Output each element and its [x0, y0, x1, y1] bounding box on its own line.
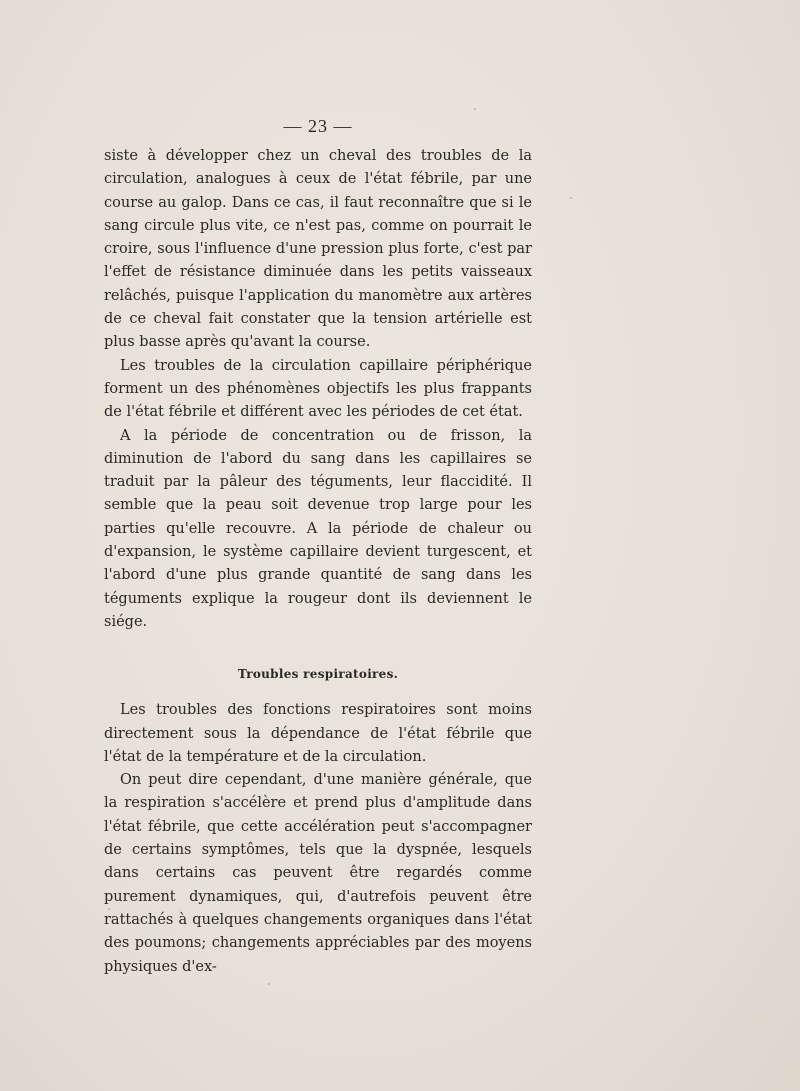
- paper-speck: [108, 908, 110, 910]
- paragraph-capillary-troubles: Les troubles de la circulation capillaire périphérique forment un des phénomènes objectifs les plus frappants de l'état fébrile et différent avec les périodes de cet état.: [104, 357, 532, 421]
- paragraph-respiration-acceleration: On peut dire cependant, d'une manière générale, que la respiration s'accélère et prend plus d'amplitude dans l'état fébrile, que cette accélération peut s'accompagner de certains symptômes, tels que la dyspnée, lesquels dans certains cas peuvent être regardés comme purement dynamiques, qui, d'autrefois peuvent être rattachés à quelques changements organiques dans l'état des poumons; changements appréciables par des moyens physiques d'ex-: [104, 772, 532, 975]
- page-body: [104, 114, 532, 979]
- paper-speck: [474, 108, 476, 110]
- paper-speck: [268, 983, 270, 985]
- paragraph-respiratory-functions: Les troubles des fonctions respiratoires sont moins directement sous la dépendance de l'état fébrile que l'état de la température et de la circulation.: [104, 702, 532, 765]
- paragraph-periods: A la période de concentration ou de frisson, la diminution de l'abord du sang dans les capillaires se traduit par la pâleur des téguments, leur flaccidité. Il semble que la peau soit devenue trop large pour les parties qu'elle recouvre. A la période de chaleur ou d'expansion, le système capillaire devient turgescent, et l'abord d'une plus grande quantité de sang dans les téguments explique la rougeur dont ils deviennent le siége.: [104, 427, 532, 630]
- section-heading: Troubles respiratoires.: [237, 667, 399, 682]
- paper-speck: [570, 197, 572, 199]
- page-number: — 23 —: [283, 116, 353, 136]
- paragraph-circulation-course: siste à développer chez un cheval des troubles de la circulation, analogues à ceux de l'état fébrile, par une course au galop. Dans ce cas, il faut reconnaître que si le sang circule plus vite, ce n'est pas, comme on pourrait le croire, sous l'influence d'une pression plus forte, c'est par l'effet de résistance diminuée dans les petits vaisseaux relâchés, puisque l'application du manomètre aux artères de ce cheval fait constater que la tension artérielle est plus basse après qu'avant la course.: [104, 148, 532, 351]
